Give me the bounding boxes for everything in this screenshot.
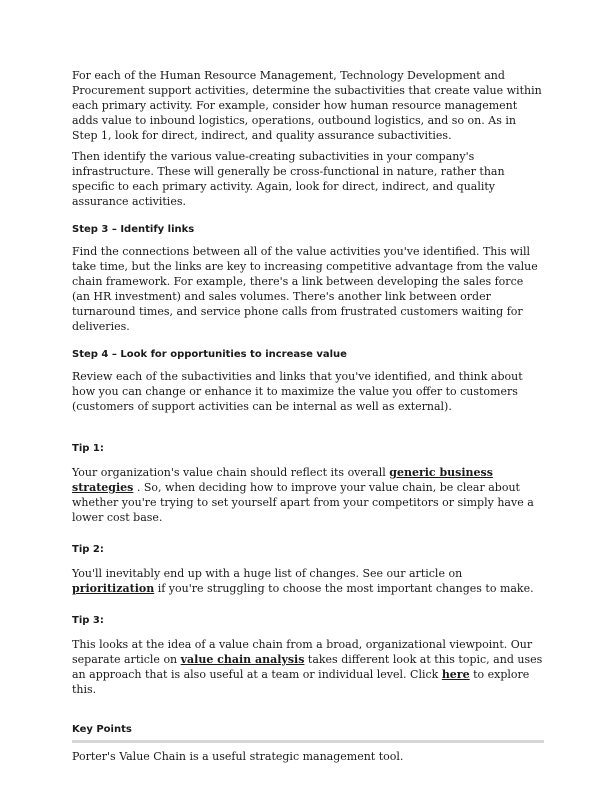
- step-3-heading: Step 3 – Identify links: [72, 224, 195, 235]
- key-points-body: Porter's Value Chain is a useful strategic management tool.: [72, 750, 404, 763]
- tip-3-text-middle: takes different look at this topic, and uses an approach that is also useful at a team or individual level. Click: [72, 653, 543, 681]
- step-4-body: Review each of the subactivities and links that you've identified, and think about how you can change or enhance it to maximize the value you offer to customers (customers of support activities can be internal as well as external).: [72, 370, 523, 413]
- key-points-heading: Key Points: [72, 724, 132, 735]
- tip-1-heading: Tip 1:: [72, 443, 104, 454]
- tip-2-text-before: You'll inevitably end up with a huge list of changes. See our article on: [72, 567, 463, 580]
- tip-3-text-before: This looks at the idea of a value chain from a broad, organizational viewpoint. Our separate article on: [72, 638, 533, 666]
- tip-3-text-after: to explore this.: [72, 668, 530, 696]
- tip-2-text-after: if you're struggling to choose the most important changes to make.: [154, 582, 534, 595]
- tip-1-text-after: . So, when deciding how to improve your value chain, be clear about whether you're trying to set yourself apart from your competitors or simply have a lower cost base.: [72, 481, 534, 524]
- generic-business-strategies-link[interactable]: generic business strategies: [72, 466, 493, 494]
- tip-2-heading: Tip 2:: [72, 544, 104, 555]
- intro-paragraph-1: For each of the Human Resource Management, Technology Development and Procurement support activities, determine the subactivities that create value within each primary activity. For example, consider how human resource management adds value to inbound logistics, operations, outbound logistics, and so on. As in Step 1, look for direct, indirect, and quality assurance subactivities.: [72, 69, 542, 142]
- step-4-heading: Step 4 – Look for opportunities to increase value: [72, 349, 347, 360]
- here-link[interactable]: here: [441, 668, 470, 681]
- key-points-divider: [72, 740, 544, 743]
- step-3-body: Find the connections between all of the value activities you've identified. This will take time, but the links are key to increasing competitive advantage from the value chain framework. For example, there's a link between developing the sales force (an HR investment) and sales volumes. There's another link between order turnaround times, and service phone calls from frustrated customers waiting for deliveries.: [72, 245, 538, 333]
- tip-1-text-before: Your organization's value chain should reflect its overall: [72, 466, 390, 479]
- tip-2-body: [72, 566, 544, 596]
- value-chain-analysis-link[interactable]: value chain analysis: [180, 653, 305, 666]
- prioritization-link[interactable]: prioritization: [72, 582, 155, 595]
- tip-3-body: [72, 637, 544, 697]
- article-page: [72, 68, 544, 764]
- tip-1-body: [72, 465, 544, 525]
- tip-3-heading: Tip 3:: [72, 615, 104, 626]
- intro-paragraph-2: Then identify the various value-creating subactivities in your company's infrastructure. These will generally be cross-functional in nature, rather than specific to each primary activity. Again, look for direct, indirect, and quality assurance activities.: [72, 150, 505, 208]
